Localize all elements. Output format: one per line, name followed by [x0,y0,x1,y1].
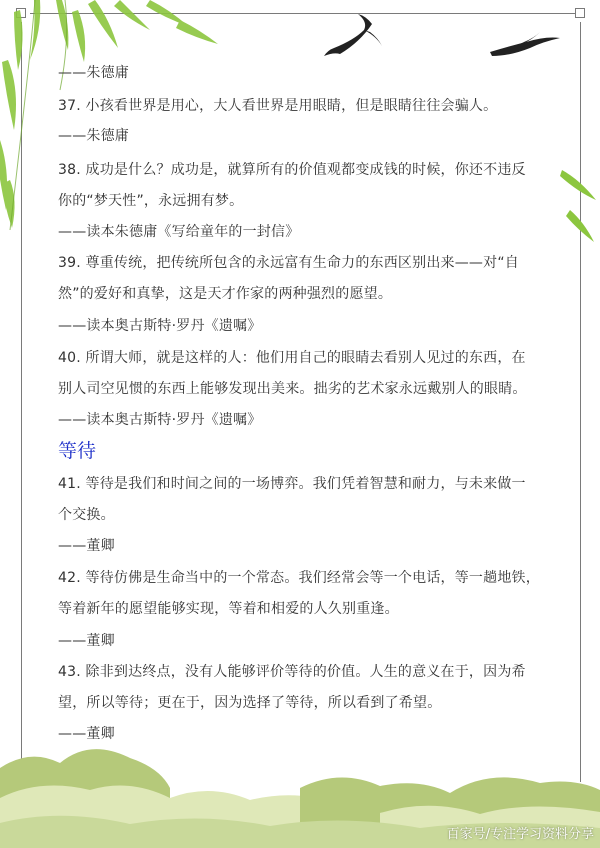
text-line: 41. 等待是我们和时间之间的一场博弈。我们凭着智慧和耐力，与未来做一 [58,476,526,492]
text-line: ——朱德庸 [58,128,129,144]
text-line: ——读本朱德庸《写给童年的一封信》 [58,224,300,240]
text-line: 你的“梦天性”，永远拥有梦。 [58,193,244,209]
watermark: 百家号/专注学习资料分享 [446,827,594,842]
text-line: 望，所以等待；更在于，因为选择了等待，所以看到了希望。 [58,695,442,711]
section-heading: 等待 [58,440,97,462]
text-line: 然”的爱好和真挚，这是天才作家的两种强烈的愿望。 [58,286,393,302]
text-line: 43. 除非到达终点，没有人能够评价等待的价值。人生的意义在于，因为希 [58,664,526,680]
text-line: 个交换。 [58,507,115,523]
text-line: 等着新年的愿望能够实现，等着和相爱的人久别重逢。 [58,601,399,617]
right-leaves-decoration [560,160,600,250]
swallow-birds-decoration [320,12,580,72]
text-line: 42. 等待仿佛是生命当中的一个常态。我们经常会等一个电话，等一趟地铁， [58,570,540,586]
text-line: 40. 所谓大师，就是这样的人：他们用自己的眼睛去看别人见过的东西，在 [58,350,526,366]
text-line: ——读本奥古斯特·罗丹《遗嘱》 [58,412,262,428]
frame-right-line [580,22,581,782]
text-line: ——董卿 [58,726,115,742]
text-line: 39. 尊重传统，把传统所包含的永远富有生命力的东西区别出来——对“自 [58,255,519,271]
text-line: ——董卿 [58,633,115,649]
text-line: 别人司空见惯的东西上能够发现出美来。拙劣的艺术家永远戴别人的眼睛。 [58,381,527,397]
text-line: ——董卿 [58,538,115,554]
text-line: ——读本奥古斯特·罗丹《遗嘱》 [58,318,262,334]
text-line: ——朱德庸 [58,65,129,81]
text-line: 37. 小孩看世界是用心，大人看世界是用眼睛，但是眼睛往往会骗人。 [58,98,498,114]
text-line: 38. 成功是什么？成功是，就算所有的价值观都变成钱的时候，你还不违反 [58,162,526,178]
